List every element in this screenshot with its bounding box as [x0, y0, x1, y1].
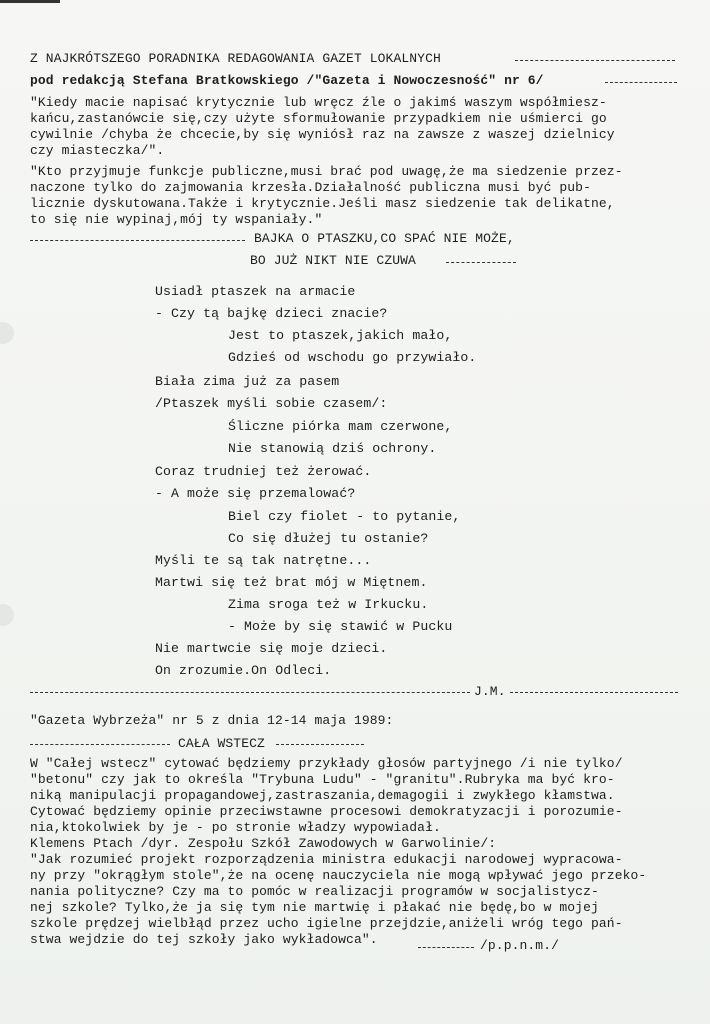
- dashed-rule: [510, 692, 678, 693]
- poem-line: - A może się przemalować?: [155, 486, 356, 501]
- poem-line: - Czy tą bajkę dzieci znacie?: [155, 306, 388, 321]
- poem-line: Martwi się też brat mój w Miętnem.: [155, 575, 428, 590]
- dashed-rule: [30, 692, 470, 693]
- section2-body-line: nia,ktokolwiek by je - po stronie władzy wypowiadał.: [30, 820, 441, 835]
- poem-line: Nie stanowią dziś ochrony.: [228, 441, 437, 456]
- poem-line: Zima sroga też w Irkucku.: [228, 597, 429, 612]
- section2-heading: CAŁA WSTECZ: [178, 736, 265, 751]
- section2-source: "Gazeta Wybrzeża" nr 5 z dnia 12-14 maja 1989:: [30, 713, 394, 728]
- quote1-line: czy miasteczka/".: [30, 143, 165, 158]
- poem-line: - Może by się stawić w Pucku: [228, 619, 453, 634]
- poem-line: Usiadł ptaszek na armacie: [155, 284, 356, 299]
- quote2-line: "Kto przyjmuje funkcje publiczne,musi brać pod uwagę,że ma siedzenie przez-: [30, 164, 623, 179]
- poem-line: Coraz trudniej też żerować.: [155, 464, 372, 479]
- section2-body-line: W "Całej wstecz" cytować będziemy przykłady głosów partyjnego /i nie tylko/: [30, 756, 623, 771]
- section2-body-line: nej szkole? Tylko,że ja się tym nie martwię i płakać nie będę,bo w mojej: [30, 900, 599, 915]
- dashed-rule: [30, 240, 245, 241]
- dashed-rule: [446, 262, 516, 263]
- dashed-rule: [276, 744, 364, 745]
- section2-body-line: szkole prędzej wielbłąd przez ucho igielne przejdzie,aniżeli wróg tego pań-: [30, 916, 623, 931]
- dashed-rule: [30, 744, 170, 745]
- poem-line: Biała zima już za pasem: [155, 374, 340, 389]
- section2-body-line: "Jak rozumieć projekt rozporządzenia ministra edukacji narodowej wypracowa-: [30, 852, 623, 867]
- poem-line: Co się dłużej tu ostanie?: [228, 531, 429, 546]
- poem-line: Nie martwcie się moje dzieci.: [155, 641, 388, 656]
- poem-line: Biel czy fiolet - to pytanie,: [228, 509, 461, 524]
- dashed-rule: [605, 82, 677, 83]
- dashed-rule: [418, 947, 474, 948]
- poem-line: Śliczne piórka mam czerwone,: [228, 419, 453, 434]
- poem-line: Jest to ptaszek,jakich mało,: [228, 328, 453, 343]
- section2-body-line: nania polityczne? Czy ma to pomóc w realizacji programów w socjalistycz-: [30, 884, 599, 899]
- top-edge-mark: [0, 0, 60, 3]
- quote2-line: licznie dyskutowana.Także i krytycznie.Jeśli masz siedzenie tak delikatne,: [30, 196, 615, 211]
- section2-signature: /p.p.n.m./: [480, 938, 560, 953]
- section2-body-line: niką manipulacji propagandowej,zastraszania,demagogii i zwykłego kłamstwa.: [30, 788, 615, 803]
- dashed-rule: [515, 60, 675, 61]
- section1-title: Z NAJKRÓTSZEGO PORADNIKA REDAGOWANIA GAZET LOKALNYCH: [30, 51, 441, 66]
- quote1-line: "Kiedy macie napisać krytycznie lub wręcz źle o jakimś waszym współmiesz-: [30, 95, 607, 110]
- quote2-line: naczone tylko do zajmowania krzesła.Działalność publiczna musi być pub-: [30, 180, 591, 195]
- section2-body-line: Cytować będziemy opinie przeciwstawne procesowi demokratyzacji i porozumie-: [30, 804, 623, 819]
- poem-title-line1: BAJKA O PTASZKU,CO SPAĆ NIE MOŻE,: [254, 231, 515, 246]
- section2-body-line: ny przy "okrągłym stole",że na ocenę nauczyciela nie mogą wpływać jego przeko-: [30, 868, 647, 883]
- quote1-line: cywilnie /chyba że chcecie,by się wyniósł raz na zawsze z waszej dzielnicy: [30, 127, 615, 142]
- section2-body-line: stwa wejdzie do tej szkoły jako wykładowca".: [30, 932, 378, 947]
- quote2-line: to się nie wypinaj,mój ty wspaniały.": [30, 212, 323, 227]
- punch-hole: [0, 322, 14, 344]
- poem-title-line2: BO JUŻ NIKT NIE CZUWA: [250, 253, 416, 268]
- section1-subtitle: pod redakcją Stefana Bratkowskiego /"Gazeta i Nowoczesność" nr 6/: [30, 73, 544, 88]
- poem-signature: J.M.: [474, 684, 506, 699]
- quote1-line: kańcu,zastanówcie się,czy użyte sformułowanie przypadkiem nie uśmierci go: [30, 111, 607, 126]
- punch-hole: [0, 604, 14, 626]
- poem-line: On zrozumie.On Odleci.: [155, 663, 332, 678]
- poem-line: Gdzieś od wschodu go przywiało.: [228, 350, 477, 365]
- poem-line: /Ptaszek myśli sobie czasem/:: [155, 396, 388, 411]
- poem-line: Myśli te są tak natrętne...: [155, 553, 372, 568]
- section2-body-line: Klemens Ptach /dyr. Zespołu Szkół Zawodowych w Garwolinie/:: [30, 836, 497, 851]
- section2-body-line: "betonu" czy jak to określa "Trybuna Ludu" - "granitu".Rubryka ma być kro-: [30, 772, 615, 787]
